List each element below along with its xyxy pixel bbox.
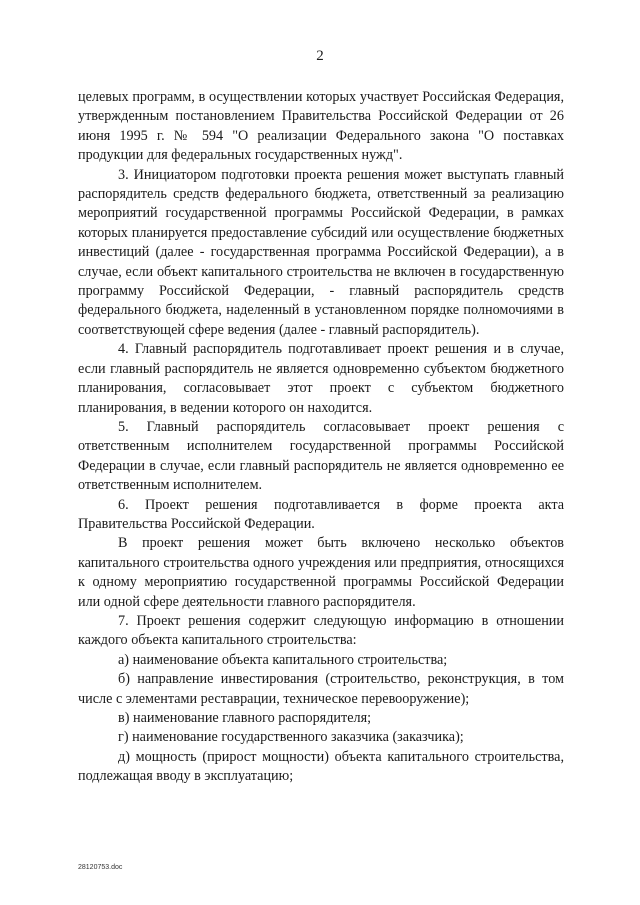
- list-item-b: б) направление инвестирования (строительство, реконструкция, в том числе с элементами реставрации, техническое перевооружение);: [78, 671, 564, 707]
- paragraph-7: 7. Проект решения содержит следующую информацию в отношении каждого объекта капитального строительства:: [78, 612, 564, 649]
- paragraph-6: 6. Проект решения подготавливается в форме проекта акта Правительства Российской Федерации.: [78, 496, 564, 532]
- paragraph-3: 3. Инициатором подготовки проекта решения может выступать главный распорядитель средств федерального бюджета, ответственный за реализацию мероприятий государственной программы Российской Федерации, в рамках которых планируется предоставление субсидий или осуществление бюджетных инвестиций (далее - государственная программа Российской Федерации), а в случае, если объект капитального строительства не включен в государственную программу Российской Федерации, - главный распорядитель средств федерального бюджета, наделенный в установленном порядке полномочиями в соответствующей сфере ведения (далее - главный распорядитель).: [78, 166, 564, 338]
- list-item-a: а) наименование объекта капитального строительства;: [118, 651, 448, 668]
- paragraph-4: 4. Главный распорядитель подготавливает проект решения и в случае, если главный распорядитель не является одновременно субъектом бюджетного планирования, согласовывает этот проект с субъектом бюджетного планирования, в ведении которого он находится.: [78, 341, 564, 416]
- paragraph-5: 5. Главный распорядитель согласовывает проект решения с ответственным исполнителем государственной программы Российской Федерации в случае, если главный распорядитель не является одновременно ее ответственным исполнителем.: [78, 418, 564, 494]
- list-item-g: г) наименование государственного заказчика (заказчика);: [118, 729, 464, 746]
- paragraph-continuation: целевых программ, в осуществлении которых участвует Российская Федерация, утвержденным постановлением Правительства Российской Федерации от 26 июня 1995 г. № 594 "О реализации Федерального закона "О поставках продукции для федеральных государственных нужд".: [78, 89, 564, 164]
- paragraph-6-note: В проект решения может быть включено несколько объектов капитального строительства одного учреждения или предприятия, относящихся к одному мероприятию государственной программы Российской Федерации или одной сфере деятельности главного распорядителя.: [78, 535, 564, 610]
- list-item-v: в) наименование главного распорядителя;: [118, 710, 372, 726]
- list-item-d: д) мощность (прирост мощности) объекта капитального строительства, подлежащая вводу в эксплуатацию;: [78, 748, 564, 785]
- document-body: [78, 88, 564, 787]
- footer-filename: 28120753.doc: [78, 864, 123, 871]
- page-number: 2: [316, 48, 324, 64]
